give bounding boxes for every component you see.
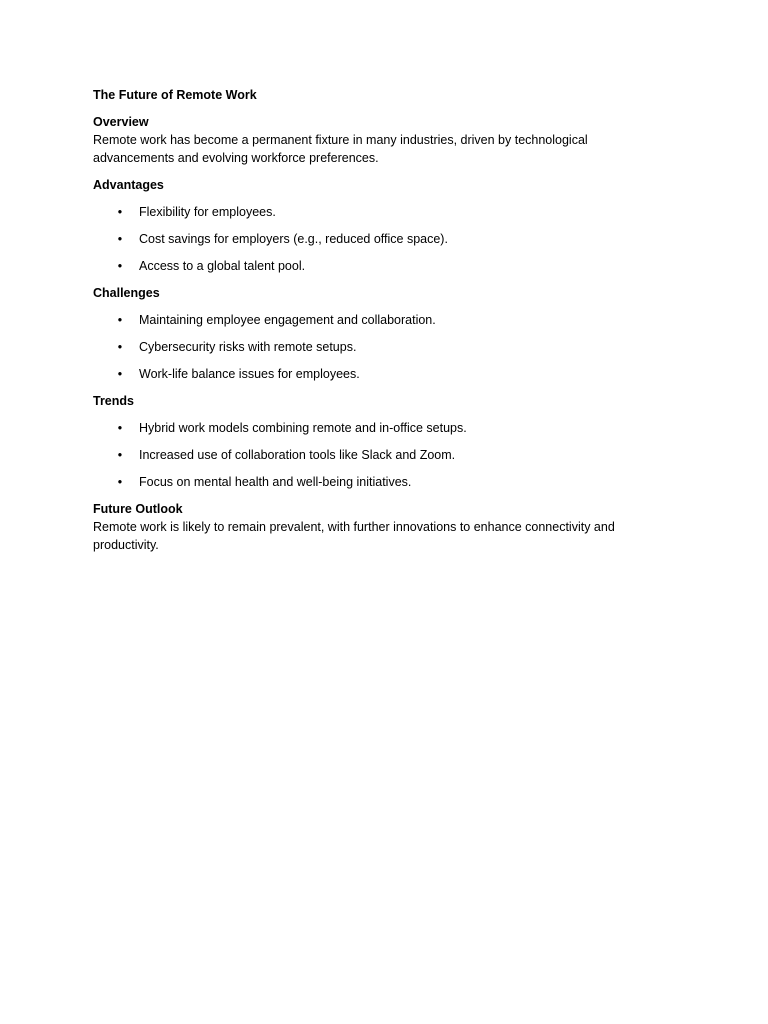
bullet-icon: • <box>117 259 123 273</box>
section-heading-trends: Trends <box>93 394 134 408</box>
list-item <box>93 203 663 221</box>
list-item <box>93 311 663 329</box>
trends-list <box>93 419 663 491</box>
list-item-text: Hybrid work models combining remote and in-office setups. <box>139 421 467 435</box>
challenges-list <box>93 311 663 383</box>
bullet-icon: • <box>117 367 123 381</box>
list-item-text: Cost savings for employers (e.g., reduced office space). <box>139 232 448 246</box>
document-title: The Future of Remote Work <box>93 88 257 102</box>
list-item <box>93 338 663 356</box>
bullet-icon: • <box>117 340 123 354</box>
section-heading-overview: Overview <box>93 115 149 129</box>
list-item-text: Increased use of collaboration tools like Slack and Zoom. <box>139 448 456 462</box>
document-body <box>93 86 663 554</box>
list-item-text: Cybersecurity risks with remote setups. <box>139 340 357 354</box>
list-item <box>93 230 663 248</box>
list-item <box>93 365 663 383</box>
list-item-text: Flexibility for employees. <box>139 205 276 219</box>
list-item-text: Focus on mental health and well-being initiatives. <box>139 475 412 489</box>
bullet-icon: • <box>117 232 123 246</box>
section-heading-advantages: Advantages <box>93 178 164 192</box>
bullet-icon: • <box>117 205 123 219</box>
list-item-text: Access to a global talent pool. <box>139 259 306 273</box>
list-item-text: Maintaining employee engagement and collaboration. <box>139 313 436 327</box>
bullet-icon: • <box>117 313 123 327</box>
bullet-icon: • <box>117 475 123 489</box>
section-heading-future-outlook: Future Outlook <box>93 502 183 516</box>
list-item <box>93 473 663 491</box>
overview-paragraph: Remote work has become a permanent fixture in many industries, driven by technological advancements and evolving workforce preferences. <box>93 133 588 165</box>
bullet-icon: • <box>117 448 123 462</box>
list-item <box>93 446 663 464</box>
list-item <box>93 419 663 437</box>
section-heading-challenges: Challenges <box>93 286 160 300</box>
list-item-text: Work-life balance issues for employees. <box>139 367 360 381</box>
bullet-icon: • <box>117 421 123 435</box>
list-item <box>93 257 663 275</box>
advantages-list <box>93 203 663 275</box>
future-outlook-paragraph: Remote work is likely to remain prevalent, with further innovations to enhance connectivity and productivity. <box>93 520 615 552</box>
